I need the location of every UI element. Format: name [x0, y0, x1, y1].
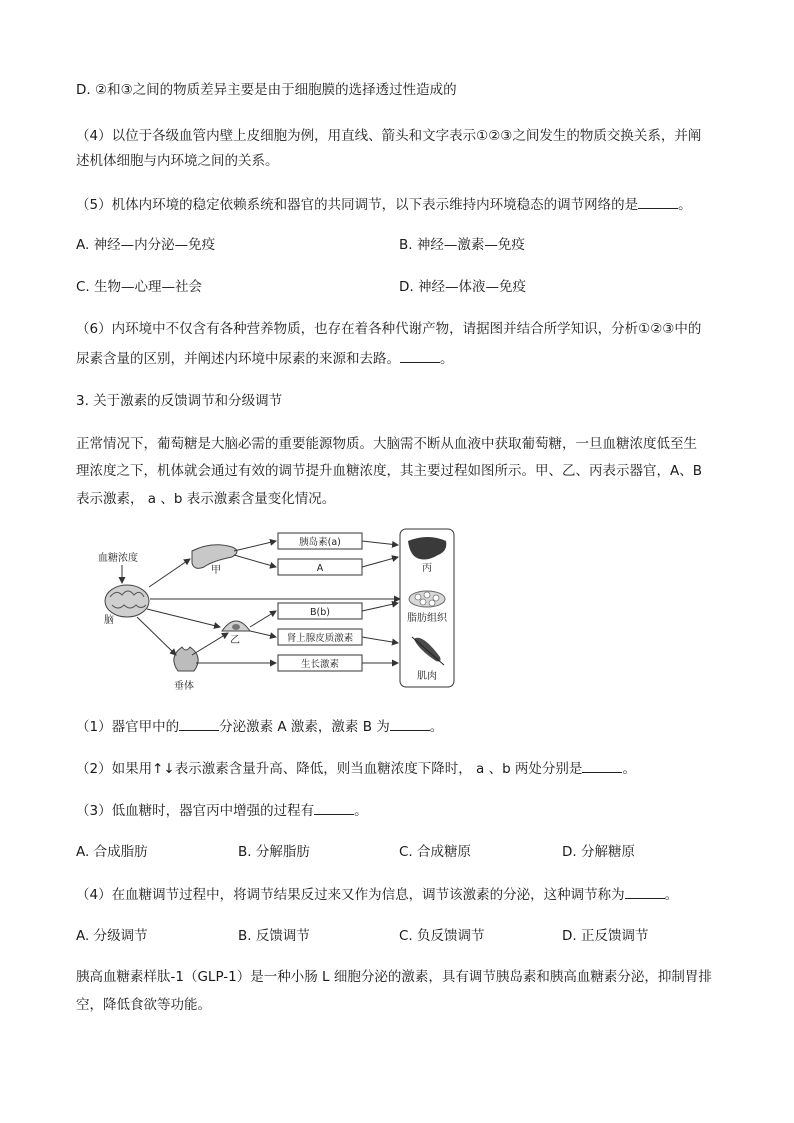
- label-adrenal-hormone: 肾上腺皮质激素: [286, 633, 354, 644]
- glp-line-2: 空，降低食欲等功能。: [76, 997, 211, 1013]
- sub-q1-blank-1: [179, 716, 219, 731]
- q6-blank: [400, 348, 440, 363]
- q5-option-c: C. 生物—心理—社会: [76, 279, 203, 295]
- sub-q2-end: 。: [622, 761, 636, 777]
- sub-q4-text: （4）在血糖调节过程中，将调节结果反过来又作为信息，调节该激素的分泌，这种调节称为: [76, 887, 625, 903]
- sub-q1-end: 。: [429, 719, 444, 735]
- sub-q4-blank: [625, 884, 665, 899]
- sub-q4-line: [76, 884, 678, 905]
- sub-q3-text: （3）低血糖时，器官丙中增强的过程有: [76, 803, 315, 819]
- label-brain: 脑: [104, 615, 114, 626]
- glucose-regulation-diagram: [82, 527, 462, 695]
- label-hormone-a: A: [316, 563, 324, 574]
- label-hormone-b: B(b): [310, 607, 330, 618]
- label-muscle: 肌肉: [417, 671, 437, 682]
- sub-q3-blank: [314, 800, 354, 815]
- q5-text: （5）机体内环境的稳定依赖系统和器官的共同调节，以下表示维持内环境稳态的调节网络的是: [76, 197, 639, 213]
- q5-end: 。: [678, 197, 692, 213]
- q4-line-2: 述机体细胞与内环境之间的关系。: [76, 153, 279, 169]
- sub-q4-option-c: C. 负反馈调节: [399, 928, 485, 944]
- q5-blank: [638, 194, 678, 209]
- q5-option-d: D. 神经—体液—免疫: [399, 279, 526, 295]
- sub-q4-option-d: D. 正反馈调节: [562, 928, 649, 944]
- intro-line-2: 理浓度之下，机体就会通过有效的调节提升血糖浓度，其主要过程如图所示。甲、乙、丙表示器官，A、B: [76, 463, 702, 479]
- intro-line-1: 正常情况下，葡萄糖是大脑必需的重要能源物质。大脑需不断从血液中获取葡萄糖，一旦血糖浓度低至生: [76, 436, 697, 452]
- pituitary-icon: [174, 647, 198, 671]
- sub-q2-blank: [582, 758, 622, 773]
- intro-line-3: 表示激素， a 、b 表示激素含量变化情况。: [76, 491, 336, 507]
- label-fat: 脂肪组织: [407, 613, 447, 624]
- glp-line-1: 胰高血糖素样肽-1（GLP-1）是一种小肠 L 细胞分泌的激素，具有调节胰岛素和胰高血糖素分泌，抑制胃排: [76, 969, 712, 985]
- adrenal-icon: [222, 621, 250, 631]
- label-growth-hormone: 生长激素: [300, 659, 340, 670]
- sub-q1-text-b: 分泌激素 A 激素，激素 B 为: [219, 719, 390, 735]
- q6-text: 尿素含量的区别，并阐述内环境中尿素的来源和去路。: [76, 351, 400, 367]
- q5-line: [76, 194, 692, 215]
- sub-q1-blank-2: [390, 716, 430, 731]
- q5-option-b: B. 神经—激素—免疫: [399, 237, 525, 253]
- sub-q1-text-a: （1）器官甲中的: [76, 719, 180, 735]
- q5-option-a: A. 神经—内分泌—免疫: [76, 237, 216, 253]
- sub-q3-end: 。: [354, 803, 368, 819]
- sub-q2-text: （2）如果用↑↓表示激素含量升高、降低，则当血糖浓度下降时， a 、b 两处分别是: [76, 761, 583, 777]
- q6-end: 。: [440, 351, 454, 367]
- q6-line-1: （6）内环境中不仅含有各种营养物质，也存在着各种代谢产物，请据图并结合所学知识，分析①②③中的: [76, 321, 702, 337]
- sub-q3-option-b: B. 分解脂肪: [238, 844, 310, 860]
- sub-q4-option-a: A. 分级调节: [76, 928, 148, 944]
- sub-q1-line: [76, 716, 443, 737]
- sub-q4-end: 。: [664, 887, 679, 903]
- sub-q3-option-a: A. 合成脂肪: [76, 844, 148, 860]
- label-blood-glucose: 血糖浓度: [98, 553, 138, 564]
- label-bing: 丙: [422, 563, 432, 574]
- sub-q3-line: [76, 800, 368, 821]
- sub-q3-option-d: D. 分解糖原: [562, 844, 635, 860]
- label-pituitary: 垂体: [174, 681, 194, 692]
- q4-line-1: （4）以位于各级血管内壁上皮细胞为例，用直线、箭头和文字表示①②③之间发生的物质交换关系，并阐: [76, 128, 702, 144]
- sub-q2-line: [76, 758, 636, 779]
- label-jia: 甲: [211, 565, 221, 576]
- label-yi: 乙: [230, 635, 240, 646]
- q6-line-2: [76, 348, 454, 369]
- sub-q3-option-c: C. 合成糖原: [399, 844, 472, 860]
- option-d-line: D. ②和③之间的物质差异主要是由于细胞膜的选择透过性造成的: [76, 82, 457, 98]
- fat-tissue-icon: [409, 591, 445, 607]
- section-3-title: 3. 关于激素的反馈调节和分级调节: [76, 393, 283, 409]
- sub-q4-option-b: B. 反馈调节: [238, 928, 310, 944]
- brain-icon: [105, 585, 149, 617]
- label-insulin: 胰岛素(a): [299, 537, 341, 548]
